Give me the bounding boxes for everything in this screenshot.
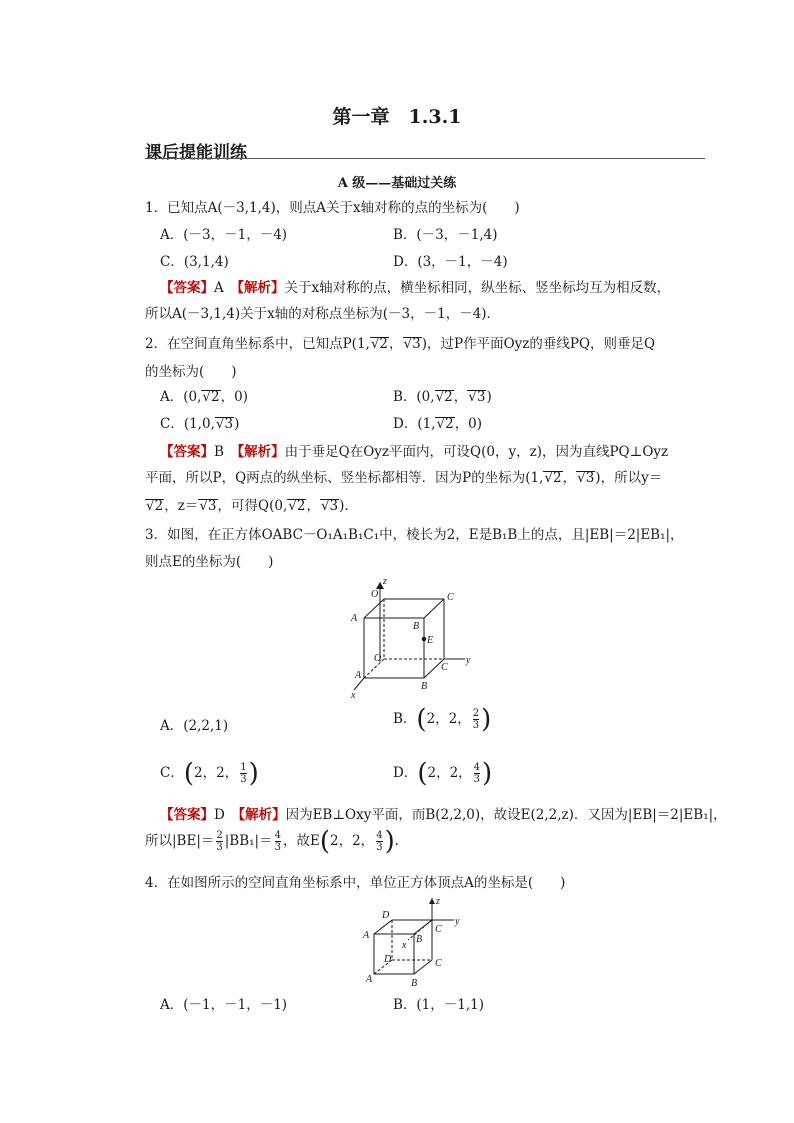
q1-option-b: B．(－3，－1,4) bbox=[393, 227, 498, 243]
text: 2，2， bbox=[194, 765, 239, 781]
fraction-4-3 bbox=[376, 830, 382, 853]
answer-label: 【答案】 bbox=[160, 280, 214, 296]
label-e: E bbox=[427, 635, 434, 646]
text: 2，2， bbox=[330, 833, 375, 849]
cube-edge bbox=[364, 599, 384, 618]
text: A．(0, bbox=[160, 389, 202, 405]
fraction-1-3 bbox=[240, 762, 246, 785]
q4-stem: 4．在如图所示的空间直角坐标系中，单位正方体顶点A的坐标是( ) bbox=[145, 875, 566, 891]
label-a: A bbox=[366, 974, 373, 985]
fraction-4-3 bbox=[275, 830, 281, 853]
paren: ) bbox=[482, 758, 493, 789]
label-z: z bbox=[383, 576, 387, 587]
label-a: A bbox=[355, 670, 362, 681]
text: 2．在空间直角坐标系中，已知点P(1, bbox=[145, 336, 370, 352]
text: ， bbox=[562, 470, 577, 486]
text: ，z＝ bbox=[164, 498, 199, 514]
denominator: 3 bbox=[274, 842, 281, 853]
label-d1: D bbox=[382, 910, 390, 921]
analysis-label: 【解析】 bbox=[238, 807, 286, 823]
label-c: C bbox=[441, 662, 448, 673]
numerator: 2 bbox=[216, 830, 223, 841]
label-y: y bbox=[455, 916, 460, 927]
q2-analysis-line2 bbox=[145, 468, 662, 488]
answer-label: 【答案】 bbox=[160, 807, 214, 823]
fraction-2-3 bbox=[473, 708, 479, 731]
answer-value: D bbox=[214, 807, 239, 823]
paren: ( bbox=[183, 758, 194, 789]
denominator: 3 bbox=[240, 774, 247, 785]
q1-stem: 1．已知点A(－3,1,4)，则点A关于x轴对称的点的坐标为( ) bbox=[145, 200, 520, 216]
analysis-text: 因为EB⊥Oxy平面，而B(2,2,0)，故设E(2,2,z)．又因为|EB|＝2|EB₁|， bbox=[285, 807, 727, 823]
q3-answer bbox=[160, 805, 727, 825]
q2-stem-line1 bbox=[145, 334, 655, 354]
cube-edge bbox=[424, 599, 444, 618]
text: ，过P作平面Oyz的垂线PQ，则垂足Q bbox=[427, 336, 656, 352]
fraction-2-3 bbox=[216, 830, 222, 853]
q3-analysis-line2 bbox=[145, 826, 409, 857]
analysis-label: 【解析】 bbox=[237, 280, 285, 296]
cube-figure-q3 bbox=[340, 572, 470, 702]
paren: ) bbox=[481, 704, 492, 735]
text: 2，2， bbox=[427, 765, 472, 781]
label-b1: B bbox=[416, 934, 423, 945]
text: ) bbox=[339, 498, 345, 514]
text: B． bbox=[393, 711, 417, 727]
label-a1: A bbox=[351, 613, 358, 624]
label-x: x bbox=[402, 940, 407, 951]
sqrt-2: √2 bbox=[435, 389, 453, 405]
text: ，故E bbox=[282, 833, 320, 849]
q4-option-a: A．(－1，－1，－1) bbox=[160, 997, 288, 1013]
level-heading: A 级——基础过关练 bbox=[337, 176, 457, 191]
q4-option-b: B．(1，－1,1) bbox=[393, 997, 485, 1013]
text: 平面，所以P，Q两点的纵坐标、竖坐标都相等．因为P的坐标为(1, bbox=[145, 470, 544, 486]
sqrt-3: √3 bbox=[320, 498, 339, 514]
q1-option-c: C．(3,1,4) bbox=[160, 254, 229, 270]
text: ，所以y＝ bbox=[600, 470, 663, 486]
text: 所以|BE|＝ bbox=[145, 833, 215, 849]
q1-option-d: D．(3，－1，－4) bbox=[393, 254, 508, 270]
label-o1: O bbox=[371, 589, 379, 600]
text: D．(1, bbox=[393, 416, 436, 432]
sqrt-2: √2 bbox=[288, 498, 306, 514]
q3-stem-line1: 3．如图，在正方体OABC－O₁A₁B₁C₁中，棱长为2，E是B₁B上的点，且|EB|＝2|EB₁|， bbox=[145, 527, 684, 543]
q1-answer bbox=[160, 278, 670, 298]
cube-edge bbox=[374, 920, 392, 934]
answer-value: B bbox=[214, 444, 238, 460]
answer-value: A bbox=[214, 280, 238, 296]
text: ，0) bbox=[220, 389, 248, 405]
denominator: 3 bbox=[472, 720, 480, 731]
point-e bbox=[422, 637, 426, 641]
text: 2，2， bbox=[426, 711, 471, 727]
sqrt-2: √2 bbox=[202, 389, 220, 405]
label-x: x bbox=[351, 690, 356, 701]
analysis-text: 关于x轴对称的点，横坐标相同，纵坐标、竖坐标均互为相反数， bbox=[284, 280, 671, 296]
label-o: O bbox=[374, 653, 382, 664]
text: |BB₁|＝ bbox=[224, 833, 273, 849]
text: ) bbox=[486, 389, 492, 405]
text: C． bbox=[160, 765, 184, 781]
q3-option-d bbox=[393, 758, 493, 789]
sqrt-2: √2 bbox=[146, 498, 164, 514]
text: ，可得Q(0, bbox=[217, 498, 288, 514]
q3-option-a: A．(2,2,1) bbox=[160, 718, 229, 734]
sqrt-3: √3 bbox=[468, 389, 486, 405]
q3-option-b bbox=[393, 704, 492, 735]
label-z: z bbox=[436, 896, 440, 907]
q2-option-a bbox=[160, 387, 248, 407]
paren: ( bbox=[319, 826, 330, 857]
paren: ) bbox=[384, 826, 395, 857]
denominator: 3 bbox=[216, 842, 223, 853]
numerator: 4 bbox=[473, 762, 481, 773]
q2-option-d bbox=[393, 414, 482, 434]
q1-option-a: A．(－3，－1，－4) bbox=[160, 227, 288, 243]
paren: ( bbox=[416, 704, 427, 735]
numerator: 4 bbox=[376, 830, 383, 841]
paren: ( bbox=[417, 758, 428, 789]
heading-divider bbox=[145, 158, 705, 159]
text: ， bbox=[306, 498, 320, 514]
text: C．(1,0, bbox=[160, 416, 215, 432]
sqrt-3: √3 bbox=[577, 470, 595, 486]
analysis-text: 由于垂足Q在Oyz平面内，可设Q(0，y，z)，因为直线PQ⊥Oyz bbox=[284, 444, 669, 460]
text: ) bbox=[234, 416, 240, 432]
text: ． bbox=[344, 498, 358, 514]
text: ， bbox=[453, 389, 468, 405]
answer-label: 【答案】 bbox=[160, 444, 214, 460]
page-title: 第一章 1.3.1 bbox=[332, 106, 462, 128]
q3-option-c bbox=[160, 758, 259, 789]
q2-option-c bbox=[160, 414, 239, 434]
text: ， bbox=[389, 336, 403, 352]
numerator: 4 bbox=[274, 830, 281, 841]
numerator: 1 bbox=[240, 762, 247, 773]
q2-answer bbox=[160, 442, 668, 462]
label-y: y bbox=[466, 655, 471, 666]
paren: ) bbox=[248, 758, 259, 789]
cube-figure-q4 bbox=[356, 896, 476, 988]
section-heading: 课后提能训练 bbox=[145, 143, 247, 163]
label-d: D bbox=[384, 954, 392, 965]
text: ) bbox=[421, 336, 428, 352]
analysis-label: 【解析】 bbox=[237, 444, 285, 460]
q3-stem-line2: 则点E的坐标为( ) bbox=[145, 554, 274, 570]
label-b: B bbox=[411, 978, 418, 989]
sqrt-3: √3 bbox=[199, 498, 217, 514]
sqrt-3: √3 bbox=[215, 416, 234, 432]
sqrt-2: √2 bbox=[370, 336, 389, 352]
sqrt-2: √2 bbox=[436, 416, 454, 432]
text: ，0) bbox=[454, 416, 483, 432]
label-c1: C bbox=[447, 592, 454, 603]
label-b: B bbox=[421, 681, 428, 692]
q1-analysis-line2: 所以A(－3,1,4)关于x轴的对称点坐标为(－3，－1，－4)． bbox=[145, 306, 501, 322]
text: B．(0, bbox=[393, 389, 435, 405]
q2-analysis-line3 bbox=[145, 496, 358, 516]
label-a1: A bbox=[363, 930, 370, 941]
cube-edge bbox=[414, 960, 432, 974]
label-b1: B bbox=[413, 621, 420, 632]
fraction-4-3 bbox=[474, 762, 480, 785]
q2-option-b bbox=[393, 387, 492, 407]
sqrt-3: √3 bbox=[403, 336, 421, 352]
z-axis-arrow bbox=[429, 898, 435, 904]
text: ) bbox=[595, 470, 601, 486]
denominator: 3 bbox=[376, 842, 383, 853]
text: ． bbox=[394, 833, 409, 849]
label-c1: C bbox=[435, 924, 442, 935]
q2-stem-line2: 的坐标为( ) bbox=[145, 364, 237, 380]
numerator: 2 bbox=[472, 708, 480, 719]
denominator: 3 bbox=[473, 774, 481, 785]
label-c: C bbox=[435, 958, 442, 969]
text: D． bbox=[393, 765, 418, 781]
sqrt-2: √2 bbox=[544, 470, 562, 486]
